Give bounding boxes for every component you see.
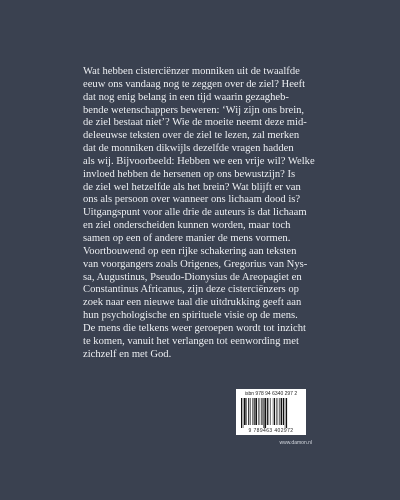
blurb-line: Wat hebben cisterciënzer monniken uit de twaalfde <box>83 66 300 77</box>
blurb-line: als wij. Bijvoorbeeld: Hebben we een vrije wil? Welke <box>83 155 315 167</box>
blurb-line: eeuw ons vandaag nog te zeggen over de ziel? Heeft <box>83 78 306 90</box>
blurb-line: te komen, vanuit het verlangen tot eenwording met <box>83 335 299 347</box>
blurb-line: van voorgangers zoals Origenes, Gregorius van Nys- <box>83 258 308 270</box>
isbn-label: isbn 978 94 6340 297 2 <box>244 391 298 397</box>
blurb-line: deleeuwse teksten over de ziel te lezen, zal merken <box>83 130 300 142</box>
blurb-line: sa, Augustinus, Pseudo-Dionysius de Areopagiet en <box>83 271 302 283</box>
blurb-line: ons als persoon over wanneer ons lichaam dood is? <box>83 194 301 206</box>
blurb-line: Constantinus Africanus, zijn deze cisterciënzers op <box>83 284 299 296</box>
blurb-line: hun psychologische en spirituele visie op de mens. <box>83 310 298 322</box>
blurb-line: de ziel bestaat niet’? Wie de moeite neemt deze mid- <box>83 117 307 129</box>
blurb-line: dat nog enig belang in een tijd waarin gezaghеb- <box>83 91 289 103</box>
blurb-line: bende wetenschappers beweren: ‘Wij zijn ons brein, <box>83 104 305 116</box>
blurb-line: de ziel wel hetzelfde als het brein? Wat blijft er van <box>83 181 301 193</box>
publisher-website: www.damon.nl <box>279 440 312 446</box>
blurb-line: De mens die telkens weer geroepen wordt tot inzicht <box>83 322 306 334</box>
blurb-line: samen op een of andere manier de mens vormen. <box>83 232 291 244</box>
blurb-line: en ziel onderscheiden kunnen worden, maar toch <box>83 220 291 232</box>
blurb-line: zichzelf en met God. <box>83 348 172 360</box>
barcode-icon <box>240 398 302 428</box>
barcode-digits: 9 789463 402972 <box>248 428 294 434</box>
blurb-line: dat de monniken dikwijls dezelfde vragen hadden <box>83 143 294 155</box>
blurb-line: invloed hebben de hersenen op ons bewustzijn? Is <box>83 168 296 180</box>
barcode-box <box>236 389 306 435</box>
blurb-line: Uitgangspunt voor alle drie de auteurs is dat lichaam <box>83 207 307 219</box>
blurb-text <box>83 66 320 361</box>
blurb-line: Voortbouwend op een rijke schakering aan teksten <box>83 245 297 257</box>
blurb-line: zoek naar een nieuwe taal die uitdrukking geeft aan <box>83 297 302 309</box>
